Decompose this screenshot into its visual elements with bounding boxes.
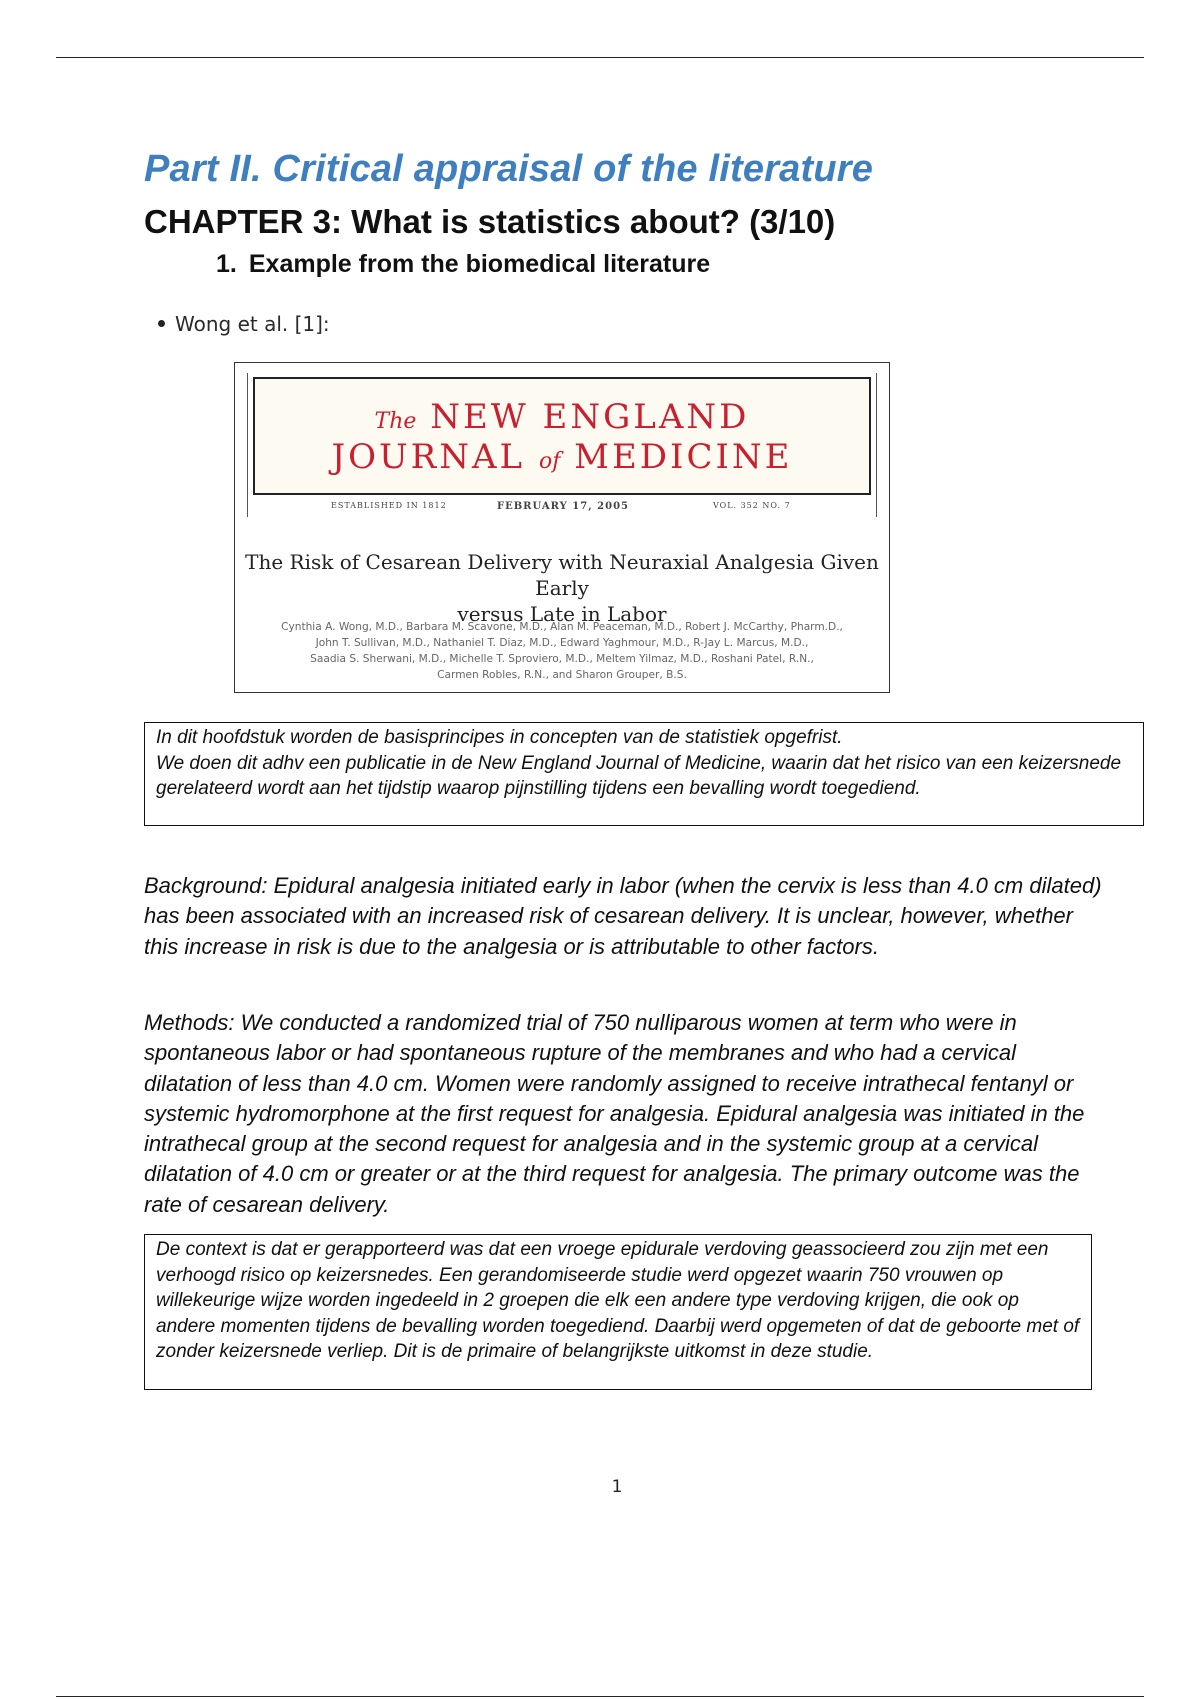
author-line: John T. Sullivan, M.D., Nathaniel T. Diaz, M.D., Edward Yaghmour, M.D., R-Jay L. Marcus, M.D., xyxy=(315,637,809,649)
section-title-text: Example from the biomedical literature xyxy=(248,250,711,278)
part-title: Part II. Critical appraisal of the literature xyxy=(144,148,874,190)
chapter-title: CHAPTER 3: What is statistics about? (3/10) xyxy=(144,203,836,240)
reference-bullet xyxy=(158,312,330,336)
article-title: The Risk of Cesarean Delivery with Neuraxial Analgesia Given Early versus Late in Labor xyxy=(245,550,879,626)
volume-number: VOL. 352 NO. 7 xyxy=(713,501,791,510)
author-line: Carmen Robles, R.N., and Sharon Grouper, B.S. xyxy=(437,669,687,681)
note-line: We doen dit adhv een publicatie in de New England Journal of Medicine, waarin dat het risico van een keizersnede gerelateerd wordt aan het tijdstip waarop pijnstilling tijdens een bevalling wordt toegediend. xyxy=(156,752,1122,799)
bottom-rule xyxy=(56,1696,1144,1697)
masthead-line-1: The NEW ENGLAND xyxy=(374,397,750,437)
page-number: 1 xyxy=(611,1477,623,1497)
abstract-methods: Methods: We conducted a randomized trial of 750 nulliparous women at term who were in spontaneous labor or had spontaneous rupture of the membranes and who had a cervical dilatation of less than 4.0 cm. Women were randomly assigned to receive intrathecal fentanyl or systemic hydromorphone at the first request for analgesia. Epidural analgesia was initiated in the intrathecal group at the second request for analgesia and in the systemic group at a cervical dilatation of 4.0 cm or greater or at the third request for analgesia. The primary outcome was the rate of cesarean delivery. xyxy=(144,1010,1085,1217)
note-line: In dit hoofdstuk worden de basisprincipes in concepten van de statistiek opgefrist. xyxy=(156,727,843,748)
context-note xyxy=(144,1234,1092,1390)
issue-date: FEBRUARY 17, 2005 xyxy=(497,501,629,512)
masthead-line-2: JOURNAL of MEDICINE xyxy=(331,437,793,477)
article-authors xyxy=(235,619,889,683)
section-title xyxy=(216,250,710,279)
top-rule xyxy=(56,57,1144,58)
established-line: ESTABLISHED IN 1812 xyxy=(331,501,447,510)
author-line: Saadia S. Sherwani, M.D., Michelle T. Sproviero, M.D., Meltem Yilmaz, M.D., Roshani Patel, R.N., xyxy=(310,653,814,665)
abstract-background: Background: Epidural analgesia initiated early in labor (when the cervix is less than 4.0 cm dilated) has been associated with an increased risk of cesarean delivery. It is unclear, however, whether this increase in risk is due to the analgesia or is attributable to other factors. xyxy=(144,873,1102,959)
journal-masthead xyxy=(253,377,871,495)
bullet-dot-icon xyxy=(158,320,165,327)
journal-article-image xyxy=(234,362,890,693)
chapter-intro-note xyxy=(144,722,1144,826)
reference-text: Wong et al. [1]: xyxy=(175,312,330,336)
author-line: Cynthia A. Wong, M.D., Barbara M. Scavone, M.D., Alan M. Peaceman, M.D., Robert J. McCarthy, Pharm.D., xyxy=(281,621,843,633)
section-number: 1. xyxy=(216,250,237,278)
context-note-text: De context is dat er gerapporteerd was dat een vroege epidurale verdoving geassocieerd zou zijn met een verhoogd risico op keizersnedes. Een gerandomiseerde studie werd opgezet waarin 750 vrouwen op willekeurige wijze worden ingedeeld in 2 groepen die elk een andere type verdoving krijgen, die ook op andere momenten tijdens de bevalling worden toegediend. Daarbij werd opgemeten of dat de geboorte met of zonder keizersnede verliep. Dit is de primaire of belangrijkste uitkomst in deze studie. xyxy=(156,1239,1080,1362)
